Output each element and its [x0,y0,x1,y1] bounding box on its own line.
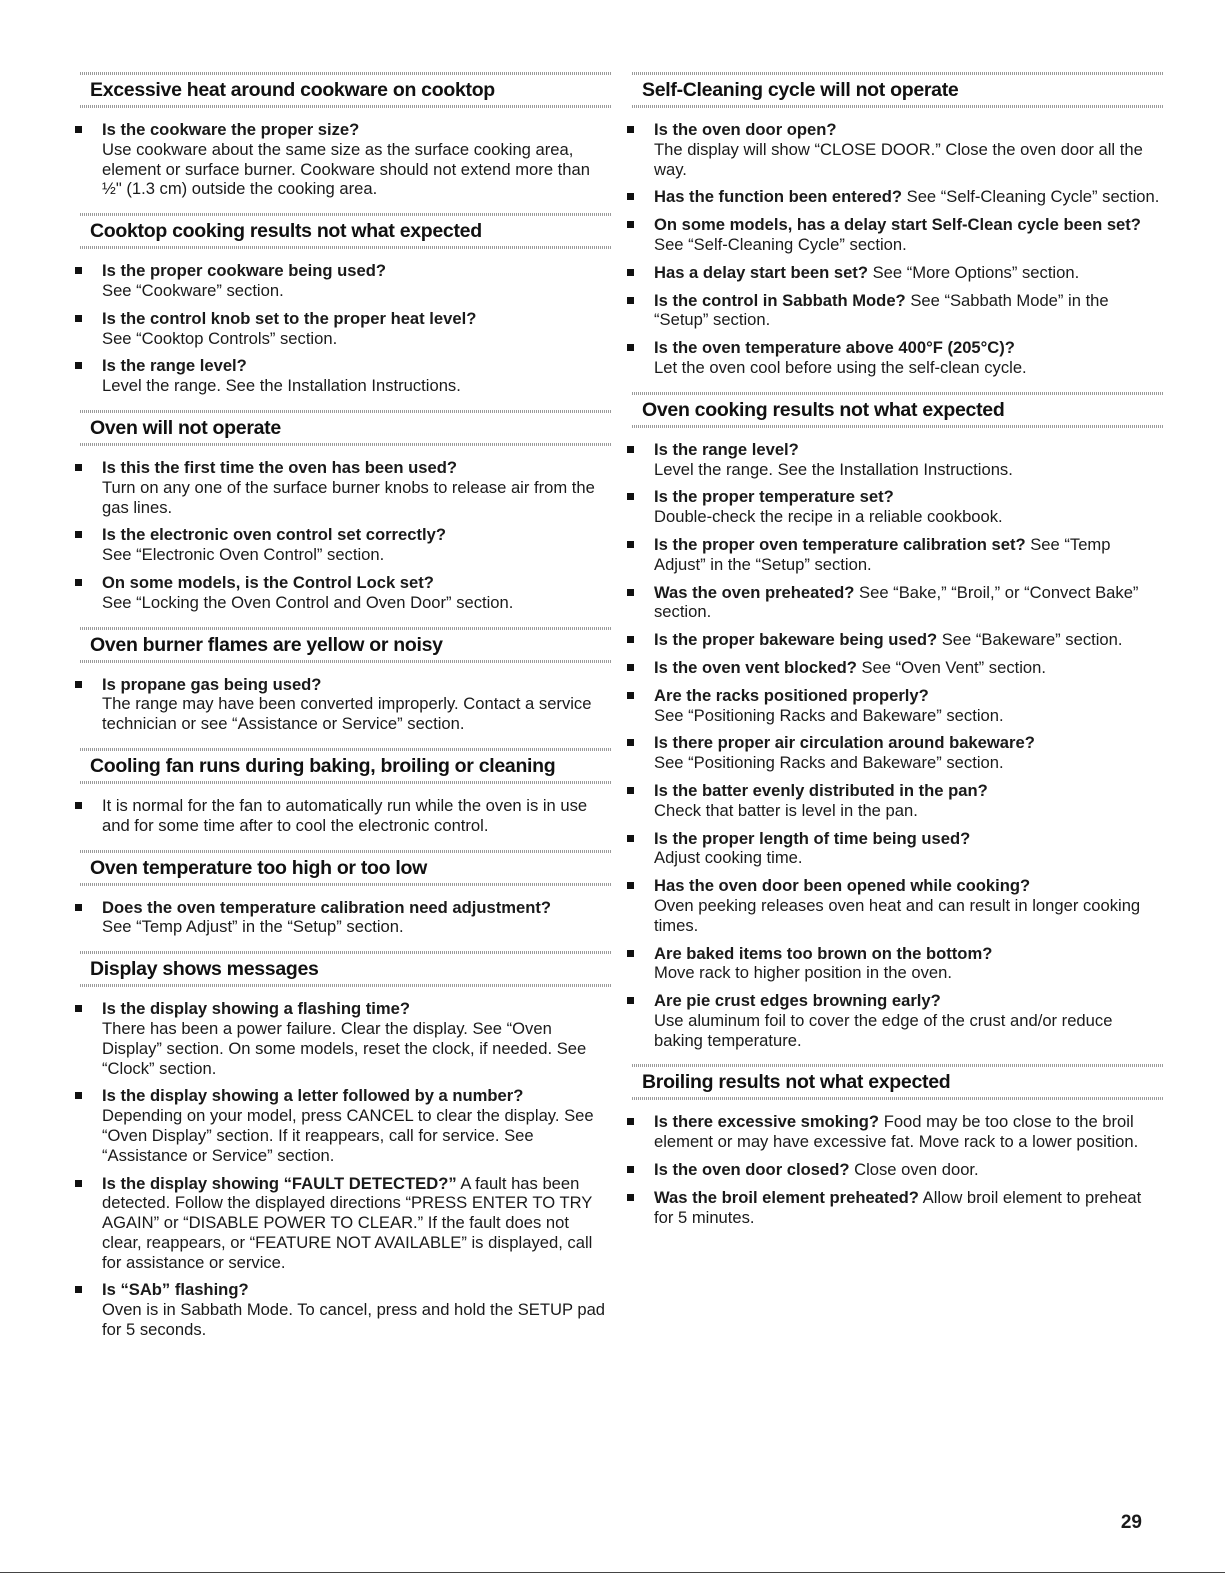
section-title: Display shows messages [90,958,319,981]
square-bullet-icon [627,269,634,276]
answer-text: The range may have been converted improperly. Contact a service technician or see “Assistance or Service” section. [102,694,592,734]
troubleshooting-list [88,458,608,613]
question-text: Is the oven temperature above 400°F (205°C)? [654,338,1015,358]
list-item [640,686,1160,726]
list-item [640,487,1160,527]
right-column [640,72,1160,1241]
square-bullet-icon [75,1092,82,1099]
section-oven-cooking-results-not-what-expected [640,392,1160,1051]
list-item [640,781,1160,821]
question-text: Is the proper cookware being used? [102,261,386,281]
list-item [88,573,608,613]
answer-text: See “Bakeware” section. [941,630,1123,650]
square-bullet-icon [75,362,82,369]
answer-text: Use cookware about the same size as the surface cooking area, element or surface burner. Cookware should not extend more than ½" (1.3 cm) outside the cooking area. [102,139,590,199]
answer-text: A fault has been detected. Follow the displayed directions “PRESS ENTER TO TRY AGAIN” or “DISABLE POWER TO CLEAR.” If the fault does not clear, reappears, or “FEATURE NOT AVAILABLE” is displayed, call for assistance or service. [102,1173,593,1272]
list-item [88,1174,608,1273]
answer-text: Oven is in Sabbath Mode. To cancel, press and hold the SETUP pad for 5 seconds. [102,1300,606,1340]
answer-text: Double-check the recipe in a reliable cookbook. [654,507,1003,527]
answer-text: The display will show “CLOSE DOOR.” Close the oven door all the way. [654,139,1143,179]
square-bullet-icon [627,446,634,453]
square-bullet-icon [627,1118,634,1125]
question-text: Is the oven door closed? [654,1160,850,1180]
square-bullet-icon [75,904,82,911]
list-item [88,999,608,1078]
answer-text: See “Cookware” section. [102,280,284,300]
section-heading [88,850,608,886]
question-text: Are pie crust edges browning early? [654,991,941,1011]
answer-text: Check that batter is level in the pan. [654,800,918,820]
question-text: Is the display showing “FAULT DETECTED?” [102,1173,457,1193]
question-text: Does the oven temperature calibration need adjustment? [102,897,552,917]
square-bullet-icon [75,579,82,586]
section-heading [88,748,608,784]
answer-text: Close oven door. [854,1160,979,1180]
question-text: Is the proper oven temperature calibration set? [654,534,1026,554]
left-column [88,72,608,1354]
troubleshooting-list [88,898,608,938]
section-oven-burner-flames-are-yellow-or-noisy [88,627,608,734]
troubleshooting-list [88,675,608,734]
section-excessive-heat-around-cookware-on-cooktop [88,72,608,199]
square-bullet-icon [75,1286,82,1293]
square-bullet-icon [627,126,634,133]
list-item [640,263,1160,283]
list-item [640,991,1160,1050]
answer-text: See “Bake,” “Broil,” or “Convect Bake” section. [654,582,1139,622]
list-item [640,535,1160,575]
section-cooling-fan-runs-during-baking-broiling-or-clean [88,748,608,836]
section-oven-will-not-operate [88,410,608,613]
list-item [88,525,608,565]
square-bullet-icon [75,267,82,274]
list-item [640,630,1160,650]
answer-text: Food may be too close to the broil element or may have excessive fat. Move rack to a lower position. [654,1112,1139,1152]
section-oven-temperature-too-high-or-too-low [88,850,608,938]
question-text: Is the proper bakeware being used? [654,630,938,650]
troubleshooting-list [640,440,1160,1051]
list-item [640,291,1160,331]
list-item [640,733,1160,773]
question-text: Has the function been entered? [654,187,903,207]
section-title: Cooling fan runs during baking, broiling or cleaning [90,754,556,777]
square-bullet-icon [627,1194,634,1201]
answer-text: See “Cooktop Controls” section. [102,328,338,348]
question-text: Is the oven vent blocked? [654,657,857,677]
square-bullet-icon [75,1180,82,1187]
section-heading [88,627,608,663]
question-text: Is the proper length of time being used? [654,828,971,848]
answer-text: Level the range. See the Installation Instructions. [102,376,461,396]
section-broiling-results-not-what-expected [640,1064,1160,1227]
question-text: Is this the first time the oven has been used? [102,457,457,477]
answer-text: There has been a power failure. Clear the display. See “Oven Display” section. On some models, reset the clock, if needed. See “Clock” section. [102,1018,587,1078]
question-text: Is the control in Sabbath Mode? [654,290,906,310]
section-title: Self-Cleaning cycle will not operate [642,79,959,101]
answer-text: Depending on your model, press CANCEL to clear the display. See “Oven Display” section. If it reappears, call for service. See “Assistance or Service” section. [102,1106,594,1165]
question-text: Is the batter evenly distributed in the pan? [654,780,988,800]
answer-text: Level the range. See the Installation Instructions. [654,459,1013,479]
answer-text: See “Electronic Oven Control” section. [102,545,385,565]
answer-text: Allow broil element to preheat for 5 minutes. [654,1187,1142,1227]
list-item [640,658,1160,678]
section-heading [88,213,608,249]
answer-text: Let the oven cool before using the self-clean cycle. [654,357,1027,377]
question-text: Has a delay start been set? [654,262,868,282]
question-text: On some models, is the Control Lock set? [102,572,434,592]
section-title: Cooktop cooking results not what expected [90,220,482,243]
square-bullet-icon [75,681,82,688]
section-title: Oven temperature too high or too low [90,856,427,879]
list-item [88,898,608,938]
square-bullet-icon [75,802,82,809]
troubleshooting-list [640,120,1160,378]
square-bullet-icon [627,692,634,699]
troubleshooting-list [88,261,608,396]
answer-text: See “Positioning Racks and Bakeware” section. [654,753,1004,773]
square-bullet-icon [627,541,634,548]
page-number: 29 [1120,1512,1142,1533]
question-text: Is the control knob set to the proper heat level? [102,308,477,328]
answer-text: Use aluminum foil to cover the edge of the crust and/or reduce baking temperature. [654,1010,1113,1050]
list-item [88,1280,608,1339]
section-cooktop-cooking-results-not-what-expected [88,213,608,396]
square-bullet-icon [627,997,634,1004]
question-text: Is the electronic oven control set correctly? [102,525,446,545]
answer-text: See “Self-Cleaning Cycle” section. [654,234,907,254]
question-text: On some models, has a delay start Self-Clean cycle been set? [654,215,1141,235]
answer-text: See “Temp Adjust” in the “Setup” section. [654,534,1111,574]
square-bullet-icon [627,344,634,351]
list-item [640,1160,1160,1180]
list-item [640,215,1160,255]
section-title: Oven burner flames are yellow or noisy [90,633,443,656]
square-bullet-icon [75,1005,82,1012]
list-item [88,1086,608,1165]
question-text: Was the broil element preheated? [654,1187,919,1207]
square-bullet-icon [627,193,634,200]
square-bullet-icon [627,493,634,500]
list-item [88,261,608,301]
list-item [640,187,1160,207]
section-title: Broiling results not what expected [642,1071,951,1094]
list-item [640,944,1160,984]
question-text: Is the cookware the proper size? [102,120,360,139]
section-title: Oven cooking results not what expected [642,398,1005,421]
section-heading [640,72,1160,108]
question-text: Is the display showing a letter followed by a number? [102,1086,524,1106]
question-text: Is the proper temperature set? [654,487,894,507]
square-bullet-icon [627,950,634,957]
list-item [640,583,1160,623]
question-text: Has the oven door been opened while cooking? [654,876,1031,896]
question-text: Is “SAb” flashing? [102,1280,249,1300]
list-item [88,458,608,517]
section-heading [640,1064,1160,1100]
question-text: Is propane gas being used? [102,674,322,694]
section-title: Excessive heat around cookware on cooktop [90,79,495,101]
list-item [640,440,1160,480]
answer-text: Turn on any one of the surface burner knobs to release air from the gas lines. [102,477,595,517]
question-text: Is the range level? [102,356,247,376]
question-text: Is the range level? [654,439,799,459]
square-bullet-icon [627,1166,634,1173]
section-heading [88,951,608,987]
answer-text: See “Positioning Racks and Bakeware” section. [654,705,1004,725]
troubleshooting-list [88,120,608,199]
question-text: Is there excessive smoking? [654,1112,880,1132]
square-bullet-icon [627,664,634,671]
answer-text: See “Locking the Oven Control and Oven Door” section. [102,592,514,612]
section-heading [640,392,1160,428]
section-heading [88,410,608,446]
list-item [640,1112,1160,1152]
square-bullet-icon [75,531,82,538]
bottom-rule [0,1572,1225,1573]
answer-text: Oven peeking releases oven heat and can result in longer cooking times. [654,895,1141,935]
square-bullet-icon [75,126,82,133]
question-text: Was the oven preheated? [654,582,855,602]
answer-text: Move rack to higher position in the oven. [654,963,952,983]
troubleshooting-list [640,1112,1160,1227]
section-display-shows-messages [88,951,608,1340]
answer-text: Adjust cooking time. [654,848,803,868]
section-self-cleaning-cycle-will-not-operate [640,72,1160,378]
square-bullet-icon [75,464,82,471]
section-title: Oven will not operate [90,416,281,439]
square-bullet-icon [75,315,82,322]
list-item [640,120,1160,179]
question-text: Is there proper air circulation around bakeware? [654,733,1035,753]
square-bullet-icon [627,636,634,643]
list-item [640,338,1160,378]
square-bullet-icon [627,589,634,596]
list-item [640,1188,1160,1228]
answer-text: See “Temp Adjust” in the “Setup” section. [102,917,404,937]
section-heading [88,72,608,108]
list-item [640,876,1160,935]
square-bullet-icon [627,739,634,746]
answer-text: See “More Options” section. [872,262,1080,282]
question-text: Is the oven door open? [654,120,837,139]
troubleshooting-list [88,999,608,1340]
answer-text: It is normal for the fan to automatically run while the oven is in use and for some time after to cool the electronic control. [102,795,588,835]
list-item [88,120,608,199]
answer-text: See “Sabbath Mode” in the “Setup” section. [654,290,1109,330]
list-item [640,829,1160,869]
square-bullet-icon [627,787,634,794]
list-item [88,356,608,396]
question-text: Are baked items too brown on the bottom? [654,943,993,963]
list-item [88,796,608,836]
square-bullet-icon [627,297,634,304]
troubleshooting-list [88,796,608,836]
answer-text: See “Self-Cleaning Cycle” section. [906,187,1160,207]
list-item [88,675,608,734]
question-text: Is the display showing a flashing time? [102,999,410,1019]
square-bullet-icon [627,221,634,228]
list-item [88,309,608,349]
question-text: Are the racks positioned properly? [654,685,929,705]
square-bullet-icon [627,835,634,842]
answer-text: See “Oven Vent” section. [861,657,1046,677]
square-bullet-icon [627,882,634,889]
